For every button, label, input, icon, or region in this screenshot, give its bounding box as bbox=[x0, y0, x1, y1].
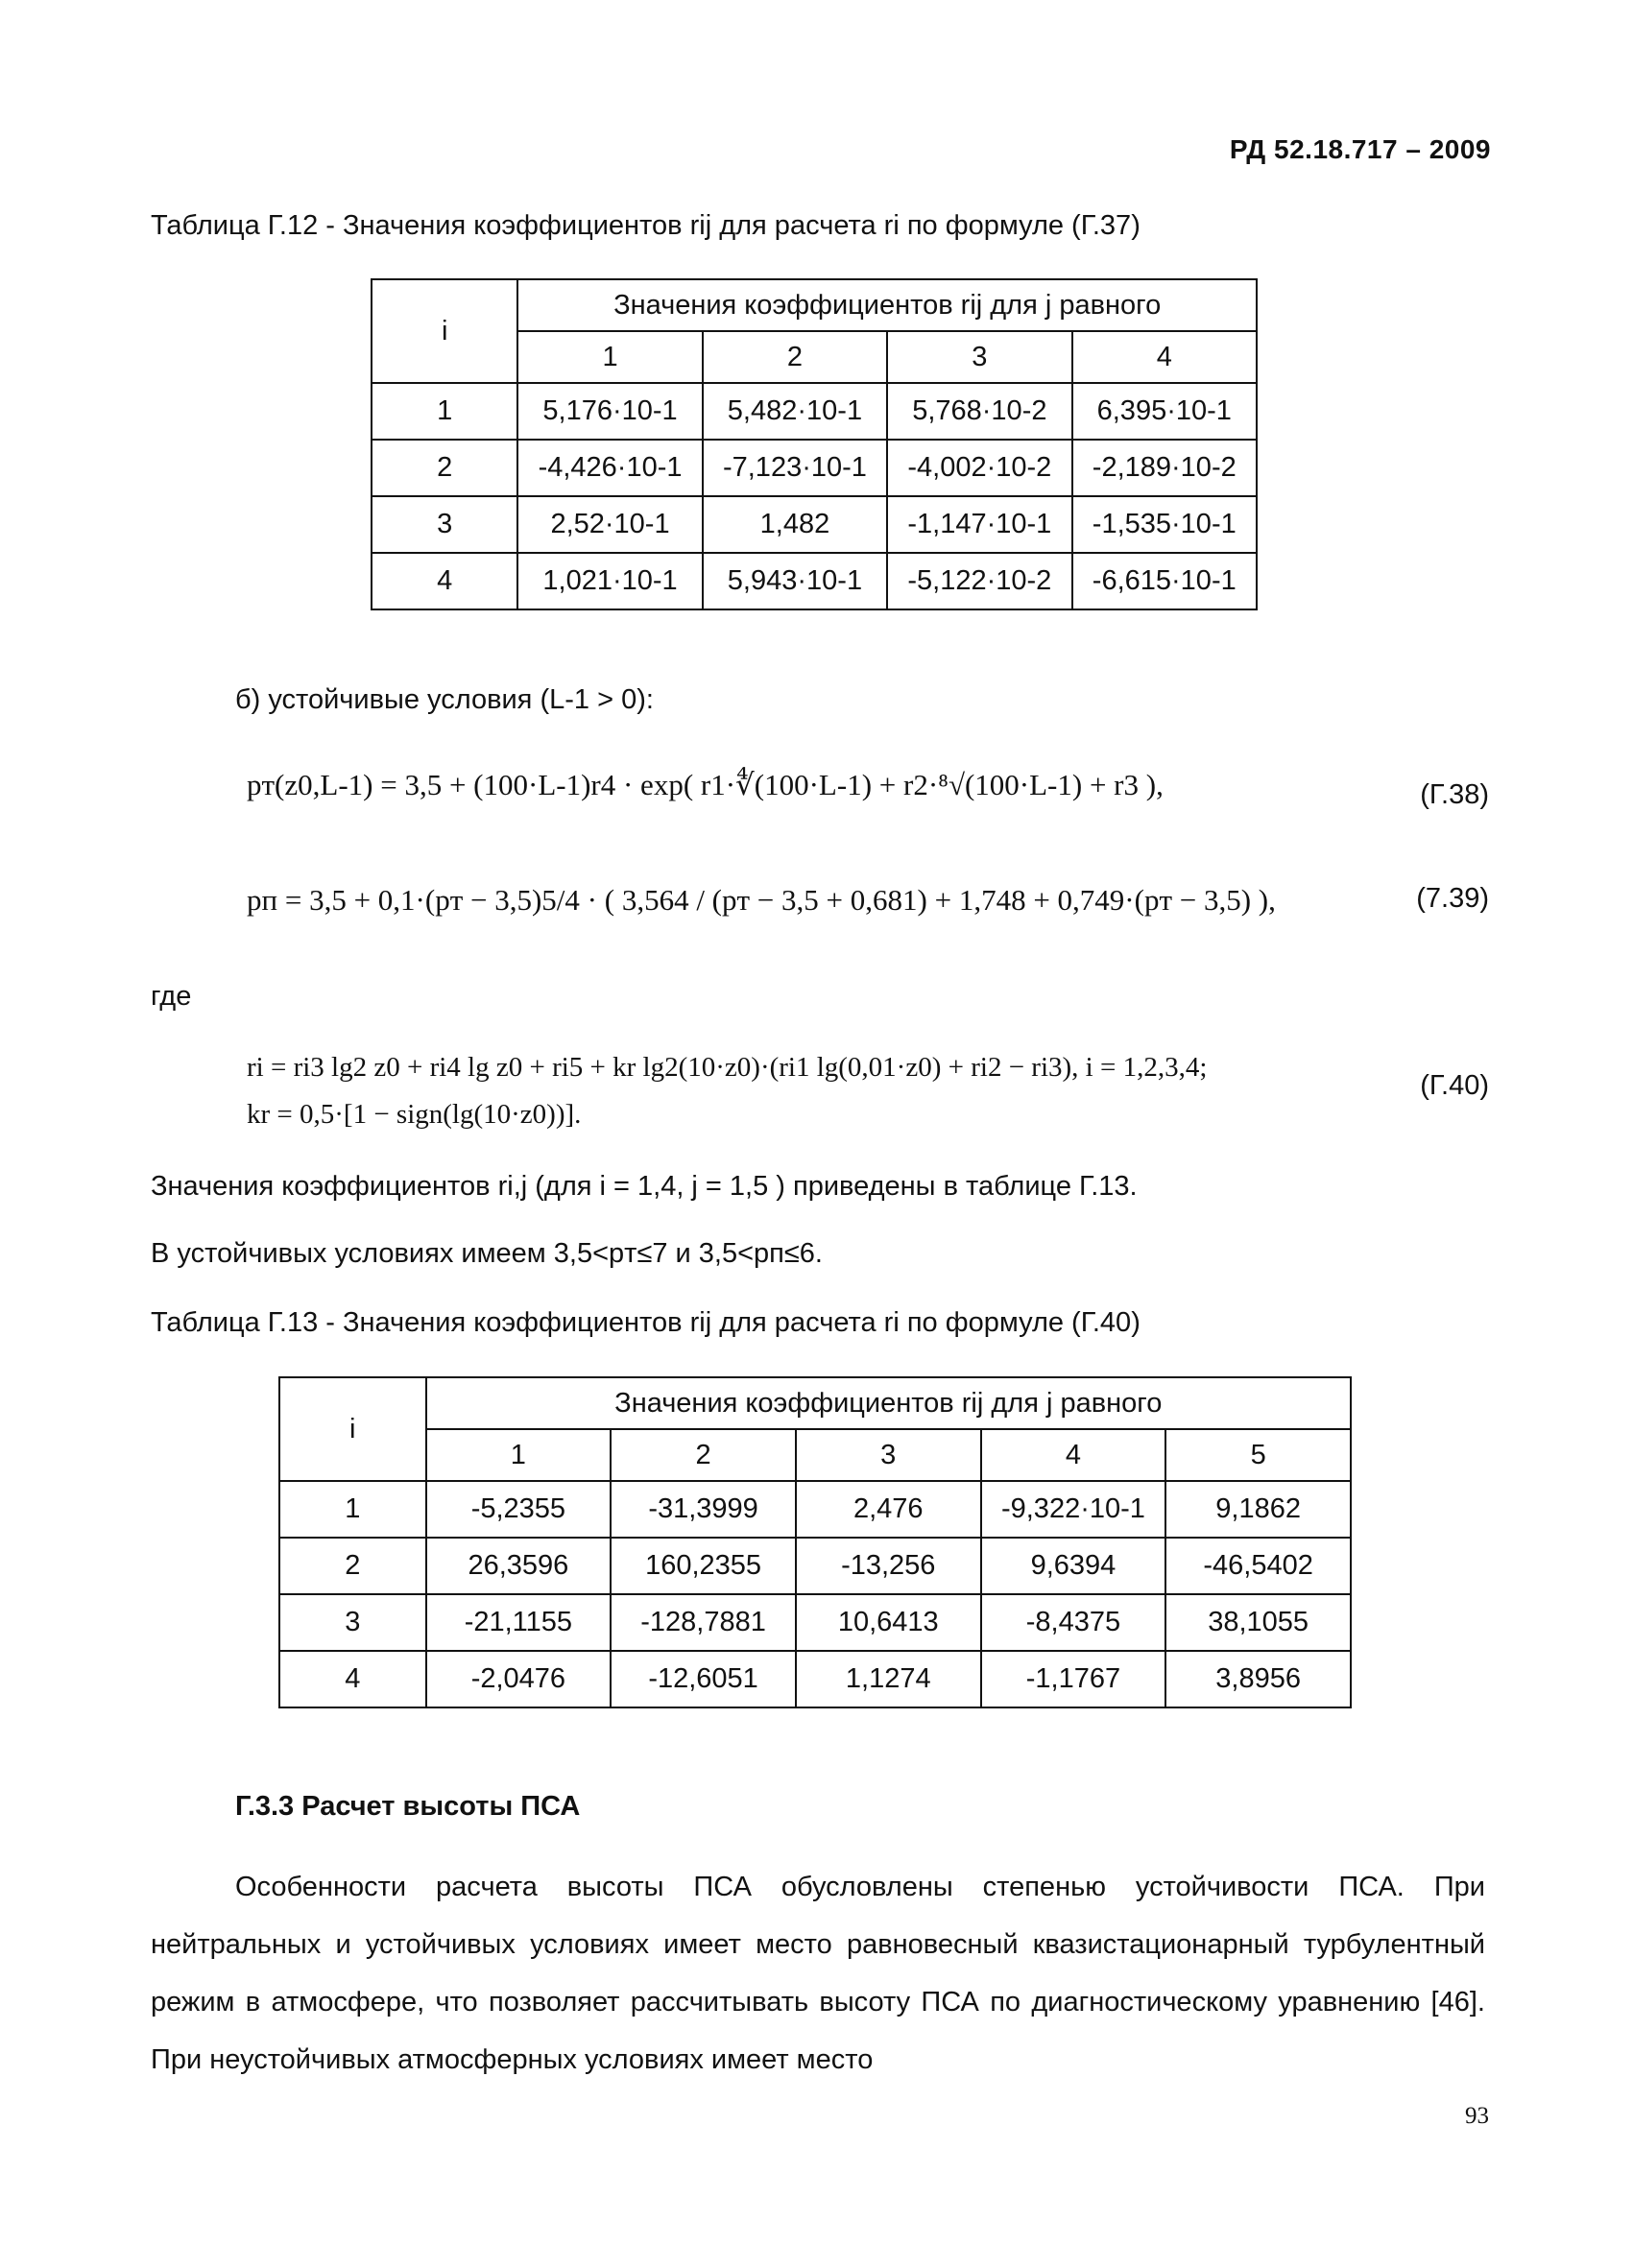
table-cell: 9,1862 bbox=[1165, 1481, 1351, 1538]
where-label: где bbox=[151, 981, 192, 1012]
table-cell: -21,1155 bbox=[426, 1594, 612, 1651]
table-cell: 1 bbox=[279, 1481, 426, 1538]
table-cell: -8,4375 bbox=[981, 1594, 1166, 1651]
equation-g38: pт(z0,L-1) = 3,5 + (100·L-1)r4 · exp( r1·∜(100·L-1) + r2·⁸√(100·L-1) + r3 ), bbox=[247, 768, 1164, 801]
table-row bbox=[372, 496, 1257, 553]
table-cell: -1,535·10-1 bbox=[1072, 496, 1257, 553]
table12-caption: Таблица Г.12 - Значения коэффициентов rij для расчета ri по формуле (Г.37) bbox=[151, 210, 1141, 241]
table-cell: 5,482·10-1 bbox=[703, 383, 887, 440]
table-cell: 3,8956 bbox=[1165, 1651, 1351, 1707]
table-row bbox=[279, 1651, 1351, 1707]
table-cell: -5,122·10-2 bbox=[887, 553, 1071, 609]
table-cell: 3 bbox=[279, 1594, 426, 1651]
table-cell: 1,482 bbox=[703, 496, 887, 553]
table12-col: 2 bbox=[703, 331, 887, 383]
equation-739: pп = 3,5 + 0,1·(pт − 3,5)5/4 · ( 3,564 / (pт − 3,5 + 0,681) + 1,748 + 0,749·(pт − 3,5) ), bbox=[247, 883, 1276, 917]
table-cell: 5,176·10-1 bbox=[517, 383, 702, 440]
page-number: 93 bbox=[1465, 2103, 1489, 2129]
equation-739-number: (7.39) bbox=[1416, 883, 1489, 914]
table-cell: -1,147·10-1 bbox=[887, 496, 1071, 553]
table-cell: 26,3596 bbox=[426, 1538, 612, 1594]
table-row bbox=[279, 1594, 1351, 1651]
table12-col: 1 bbox=[517, 331, 702, 383]
table13-caption: Таблица Г.13 - Значения коэффициентов rij для расчета ri по формуле (Г.40) bbox=[151, 1307, 1141, 1338]
table-cell: 9,6394 bbox=[981, 1538, 1166, 1594]
table-cell: 3 bbox=[372, 496, 517, 553]
table-cell: -31,3999 bbox=[611, 1481, 796, 1538]
table-cell: 1 bbox=[372, 383, 517, 440]
equation-g38-number: (Г.38) bbox=[1420, 779, 1489, 810]
equation-g40-line2: kr = 0,5·[1 − sign(lg(10·z0))]. bbox=[247, 1099, 582, 1130]
equation-g40-line1: ri = ri3 lg2 z0 + ri4 lg z0 + ri5 + kr lg2(10·z0)·(ri1 lg(0,01·z0) + ri2 − ri3), i = 1,2,3,4; bbox=[247, 1052, 1208, 1083]
table-cell: -128,7881 bbox=[611, 1594, 796, 1651]
table-cell: -4,426·10-1 bbox=[517, 440, 702, 496]
table-cell: 10,6413 bbox=[796, 1594, 981, 1651]
table12-col: 4 bbox=[1072, 331, 1257, 383]
table12-col: 3 bbox=[887, 331, 1071, 383]
table-cell: -12,6051 bbox=[611, 1651, 796, 1707]
table-cell: 38,1055 bbox=[1165, 1594, 1351, 1651]
table-cell: 2 bbox=[279, 1538, 426, 1594]
table13 bbox=[278, 1376, 1352, 1708]
document-id: РД 52.18.717 – 2009 bbox=[1229, 134, 1491, 164]
table-row bbox=[372, 383, 1257, 440]
table-cell: 5,768·10-2 bbox=[887, 383, 1071, 440]
table13-col: 1 bbox=[426, 1429, 612, 1481]
table-row bbox=[279, 1481, 1351, 1538]
table-cell: 160,2355 bbox=[611, 1538, 796, 1594]
table12-header-i: i bbox=[372, 279, 517, 383]
section-paragraph: Особенности расчета высоты ПСА обусловлены степенью устойчивости ПСА. При нейтральных и устойчивых условиях имеет место равновесный квазистационарный турбулентный режим в атмосфере, что позволяет рассчитывать высоту ПСА по диагностическому уравнению [46]. При неустойчивых атмосферных условиях имеет место bbox=[151, 1872, 1485, 2075]
table-cell: 6,395·10-1 bbox=[1072, 383, 1257, 440]
table-cell: 5,943·10-1 bbox=[703, 553, 887, 609]
table13-col: 3 bbox=[796, 1429, 981, 1481]
table13-col: 5 bbox=[1165, 1429, 1351, 1481]
table13-header-span: Значения коэффициентов rij для j равного bbox=[426, 1377, 1351, 1429]
table13-header-i: i bbox=[279, 1377, 426, 1481]
table-cell: 1,1274 bbox=[796, 1651, 981, 1707]
table-cell: -4,002·10-2 bbox=[887, 440, 1071, 496]
table-cell: -7,123·10-1 bbox=[703, 440, 887, 496]
table-cell: -6,615·10-1 bbox=[1072, 553, 1257, 609]
table-row bbox=[372, 553, 1257, 609]
note-table13-reference: Значения коэффициентов ri,j (для i = 1,4, j = 1,5 ) приведены в таблице Г.13. bbox=[151, 1171, 1138, 1202]
table-cell: 2,476 bbox=[796, 1481, 981, 1538]
table12-header-span: Значения коэффициентов rij для j равного bbox=[517, 279, 1257, 331]
table-cell: -1,1767 bbox=[981, 1651, 1166, 1707]
table-cell: 4 bbox=[279, 1651, 426, 1707]
table13-col: 2 bbox=[611, 1429, 796, 1481]
table-cell: -2,0476 bbox=[426, 1651, 612, 1707]
table-cell: 2,52·10-1 bbox=[517, 496, 702, 553]
table-cell: -9,322·10-1 bbox=[981, 1481, 1166, 1538]
table-cell: 4 bbox=[372, 553, 517, 609]
equation-g40-number: (Г.40) bbox=[1420, 1070, 1489, 1101]
note-stable-ranges: В устойчивых условиях имеем 3,5<pт≤7 и 3,5<pп≤6. bbox=[151, 1238, 823, 1269]
table-cell: -2,189·10-2 bbox=[1072, 440, 1257, 496]
table-cell: 1,021·10-1 bbox=[517, 553, 702, 609]
table-cell: 2 bbox=[372, 440, 517, 496]
table12 bbox=[371, 278, 1258, 610]
table-cell: -5,2355 bbox=[426, 1481, 612, 1538]
section-heading: Г.3.3 Расчет высоты ПСА bbox=[235, 1791, 581, 1822]
table-row bbox=[279, 1538, 1351, 1594]
table-row bbox=[372, 440, 1257, 496]
stable-conditions-label: б) устойчивые условия (L-1 > 0): bbox=[235, 684, 654, 715]
table-cell: -46,5402 bbox=[1165, 1538, 1351, 1594]
table-cell: -13,256 bbox=[796, 1538, 981, 1594]
table13-col: 4 bbox=[981, 1429, 1166, 1481]
